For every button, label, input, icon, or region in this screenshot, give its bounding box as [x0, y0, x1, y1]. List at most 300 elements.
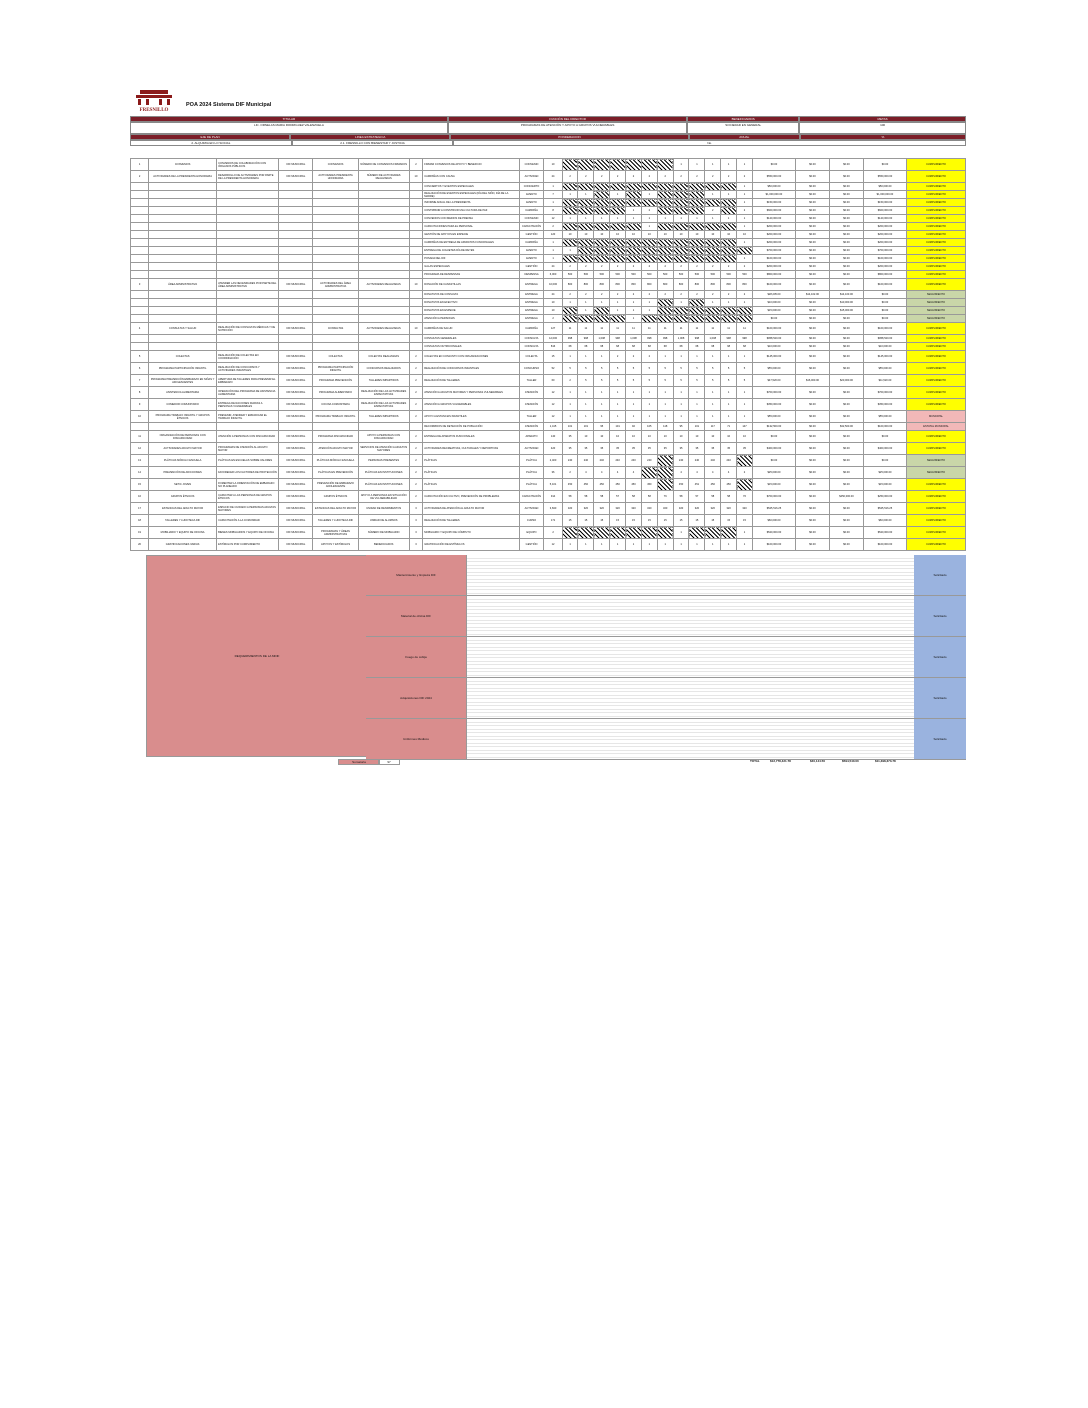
month-goal: 240: [562, 455, 578, 467]
budget-federal: $0.00: [829, 247, 863, 255]
responsible: DIF MUNICIPAL: [279, 171, 313, 183]
status-cell: CUMPLIMIENTO: [906, 207, 965, 215]
month-goal: [673, 199, 689, 207]
budget-estatal: $0.00: [795, 159, 829, 171]
indicator: ACTIVIDADES REALIZADAS: [358, 323, 409, 335]
month-goal: [641, 315, 657, 323]
month-goal: 1: [578, 351, 594, 363]
row-number: 12: [131, 443, 149, 455]
status-cell: CUMPLIMIENTO: [906, 431, 965, 443]
table-row: [131, 455, 966, 467]
month-goal: [578, 159, 594, 171]
month-goal: 320: [657, 503, 673, 515]
activity-name: [313, 335, 358, 343]
month-goal: 11: [721, 323, 737, 335]
row-number: [131, 335, 149, 343]
responsible: [279, 335, 313, 343]
month-goal: 2: [610, 351, 626, 363]
no-label: No.: [453, 140, 966, 146]
annual-goal: 12: [544, 215, 562, 223]
month-goal: 1: [594, 411, 610, 423]
annual-goal: 2,400: [544, 455, 562, 467]
month-goal: 1: [657, 351, 673, 363]
month-goal: [705, 255, 721, 263]
annual-goal: 15: [544, 351, 562, 363]
budget-total: $200,000.00: [752, 239, 795, 247]
month-goal: 11: [594, 323, 610, 335]
purpose: [217, 315, 279, 323]
budget-municipal: $100,000.00: [863, 255, 906, 263]
indicator: [358, 223, 409, 231]
responsible: [279, 215, 313, 223]
month-goal: [721, 199, 737, 207]
responsible: DIF MUNICIPAL: [279, 467, 313, 479]
indicator: UNIDAD DE RENDIMIENTOS: [358, 503, 409, 515]
indicator: [358, 255, 409, 263]
month-goal: 800: [641, 279, 657, 291]
total-label: TOTAL: [750, 759, 760, 763]
budget-federal: $0.00: [829, 387, 863, 399]
annual-goal: 2: [544, 527, 562, 539]
month-goal: 1: [562, 387, 578, 399]
indicator: [358, 299, 409, 307]
month-goal: 4: [578, 467, 594, 479]
activity: PLÁTICAS: [423, 479, 519, 491]
program-name: GRATIFICACIONES VARIAS: [149, 539, 217, 551]
month-goal: 1: [610, 307, 626, 315]
weight: [409, 315, 423, 323]
budget-estatal: $0.00: [795, 411, 829, 423]
month-goal: 2: [610, 291, 626, 299]
month-goal: [626, 527, 642, 539]
header-block: [130, 116, 966, 146]
month-goal: [657, 191, 673, 199]
budget-municipal: $0.00: [863, 291, 906, 299]
month-goal: 240: [673, 455, 689, 467]
month-goal: 500: [705, 271, 721, 279]
month-goal: 2: [657, 263, 673, 271]
budget-federal: $0.00: [829, 539, 863, 551]
month-goal: [578, 315, 594, 323]
annual-goal: 24: [544, 263, 562, 271]
program-name: TALLERES Y LUDOTECA DIF: [149, 515, 217, 527]
month-goal: [578, 239, 594, 247]
row-number: [131, 199, 149, 207]
month-goal: [610, 247, 626, 255]
weight: 2: [409, 411, 423, 423]
program-name: CONSULTAS Y SALUD: [149, 323, 217, 335]
month-goal: 68: [673, 343, 689, 351]
month-goal: 35: [610, 443, 626, 455]
activity: PLÁTICAS: [423, 467, 519, 479]
requirement-group: [366, 678, 966, 719]
annual-goal: 12: [544, 539, 562, 551]
month-goal: [721, 255, 737, 263]
row-number: [131, 183, 149, 191]
requirement-group: [366, 719, 966, 760]
budget-municipal: $0.00: [863, 315, 906, 323]
indicator: NÚMERO DE ACTIVIDADES REALIZADAS: [358, 171, 409, 183]
weight: 2: [409, 455, 423, 467]
unit: TALLER: [519, 375, 544, 387]
activity: REALIZACIÓN DE TALLERES: [423, 515, 519, 527]
responsible: DIF MUNICIPAL: [279, 527, 313, 539]
budget-municipal: $800,000.00: [863, 271, 906, 279]
month-goal: 1: [673, 299, 689, 307]
month-goal: 5: [641, 363, 657, 375]
unit: CAMPAÑA: [519, 323, 544, 335]
activity-name: TALLERES Y LUDOTECA DIF: [313, 515, 358, 527]
month-goal: 35: [594, 443, 610, 455]
purpose: CAPACITACIÓN A LA COMUNIDAD: [217, 515, 279, 527]
month-goal: [641, 239, 657, 247]
month-goal: 15: [737, 515, 753, 527]
budget-estatal: $0.00: [795, 431, 829, 443]
budget-estatal: $0.00: [795, 191, 829, 199]
row-number: [131, 263, 149, 271]
month-goal: 1: [562, 299, 578, 307]
activity-name: COLECTAS: [313, 351, 358, 363]
month-goal: 11: [610, 323, 626, 335]
budget-federal: $0.00: [829, 263, 863, 271]
program-name: [149, 299, 217, 307]
month-goal: [626, 159, 642, 171]
status-cell: CUMPLIMIENTO: [906, 479, 965, 491]
status-cell: CUMPLIMIENTO: [906, 515, 965, 527]
weight: [409, 291, 423, 299]
month-goal: [562, 159, 578, 171]
budget-total: $10,000.00: [752, 343, 795, 351]
month-goal: 1: [737, 411, 753, 423]
month-goal: 1: [705, 399, 721, 411]
month-goal: 2: [578, 171, 594, 183]
month-goal: 320: [673, 503, 689, 515]
activity-name: PROGRAMA PREVENCIÓN: [313, 375, 358, 387]
month-goal: 2: [626, 263, 642, 271]
budget-estatal: $0.00: [795, 399, 829, 411]
purpose: ENTREGA DE RACIONES DIARIAS A PERSONAS VULNERABLES: [217, 399, 279, 411]
month-goal: 450: [673, 479, 689, 491]
budget-federal: $14,103.00: [829, 291, 863, 299]
funcion-label: FUNCIÓN DEL DIRECTOR: [448, 116, 687, 122]
responsible: [279, 223, 313, 231]
month-goal: [578, 183, 594, 191]
month-goal: 240: [641, 455, 657, 467]
titular-value: LIC. ORNELAS MARIA RODRIGUEZ VALENZUELA: [130, 122, 448, 134]
month-goal: 1: [737, 191, 753, 199]
month-goal: 1: [737, 239, 753, 247]
row-number: 1: [131, 159, 149, 171]
month-goal: 4: [594, 467, 610, 479]
purpose: [217, 335, 279, 343]
month-goal: [594, 239, 610, 247]
budget-estatal: $0.00: [795, 263, 829, 271]
status-cell: CUMPLIMIENTO: [906, 399, 965, 411]
month-goal: 5: [594, 363, 610, 375]
month-goal: 15: [673, 515, 689, 527]
month-goal: [705, 247, 721, 255]
weight: [409, 199, 423, 207]
month-goal: 2: [721, 171, 737, 183]
purpose: ESTÍMULOS POR CUMPLIMIENTO: [217, 539, 279, 551]
budget-estatal: $0.00: [795, 491, 829, 503]
month-goal: [610, 199, 626, 207]
sumatoria-label: Sumatoria: [338, 759, 380, 765]
month-goal: 35: [626, 443, 642, 455]
annual-goal: 12: [544, 399, 562, 411]
requirement-status: Solicitado: [914, 637, 966, 677]
annual-goal: 1: [544, 199, 562, 207]
responsible: DIF MUNICIPAL: [279, 443, 313, 455]
month-goal: [657, 455, 673, 467]
month-goal: 320: [610, 503, 626, 515]
month-goal: 1: [705, 539, 721, 551]
program-name: [149, 271, 217, 279]
weight: 2: [409, 351, 423, 363]
budget-total: $525,516.25: [752, 503, 795, 515]
month-goal: 1: [578, 307, 594, 315]
activity-name: PROGRAMA ALIMENTARIO: [313, 387, 358, 399]
budget-estatal: $0.00: [795, 503, 829, 515]
month-goal: 500: [673, 271, 689, 279]
month-goal: 10: [721, 431, 737, 443]
budget-total: $100,000.00: [752, 255, 795, 263]
month-goal: 1,008: [594, 335, 610, 343]
responsible: DIF MUNICIPAL: [279, 431, 313, 443]
month-goal: 320: [578, 503, 594, 515]
month-goal: 500: [641, 271, 657, 279]
activity-name: PROGRAMA PARTICIPACIÓN INFANTIL: [313, 363, 358, 375]
budget-total: $800,000.00: [752, 271, 795, 279]
program-name: [149, 255, 217, 263]
budget-federal: $0.00: [829, 431, 863, 443]
row-number: 13: [131, 455, 149, 467]
responsible: [279, 255, 313, 263]
month-goal: [721, 183, 737, 191]
month-goal: [610, 223, 626, 231]
budget-federal: $0.00: [829, 411, 863, 423]
budget-municipal: $150,000.00: [863, 199, 906, 207]
budget-municipal: $60,000.00: [863, 515, 906, 527]
month-goal: 2: [689, 171, 705, 183]
month-goal: 2: [705, 291, 721, 299]
annual-goal: 1,415: [544, 423, 562, 431]
unit: PLÁTICA: [519, 467, 544, 479]
activity-name: [313, 271, 358, 279]
month-goal: [689, 255, 705, 263]
budget-federal: $0.00: [829, 279, 863, 291]
activity-name: ACTIVIDADES PRESIDENTA HONORARIA: [313, 171, 358, 183]
status-cell: CUMPLIMIENTO: [906, 199, 965, 207]
month-goal: [594, 159, 610, 171]
requirement-group-label: Material de oficina DIF: [366, 596, 467, 636]
month-goal: 68: [594, 343, 610, 351]
month-goal: [578, 255, 594, 263]
budget-municipal: $958,520.00: [863, 335, 906, 343]
budget-municipal: $600,000.00: [863, 207, 906, 215]
month-goal: 1: [562, 539, 578, 551]
status-cell: CUMPLIMIENTO: [906, 503, 965, 515]
indicator: CONCURSOS REALIZADOS: [358, 363, 409, 375]
month-goal: 1: [641, 223, 657, 231]
budget-total: $958,520.00: [752, 335, 795, 343]
budget-estatal: $0.00: [795, 231, 829, 239]
purpose: [217, 231, 279, 239]
activity: RECORRIDOS DE DETECCIÓN DE POBLACIÓN: [423, 423, 519, 431]
month-goal: 5: [721, 375, 737, 387]
activity: ENTREGA DE JUGUETES DÍA DE REYES: [423, 247, 519, 255]
purpose: FOMENTAR LA ORIENTACIÓN DE EMBARAZO NO PLANEADO: [217, 479, 279, 491]
month-goal: 68: [626, 343, 642, 351]
month-goal: 10: [641, 431, 657, 443]
purpose: REALIZACIÓN DE CONSULTAS MÉDICAS Y DE NUTRICIÓN: [217, 323, 279, 335]
activity-name: [313, 299, 358, 307]
row-number: 18: [131, 515, 149, 527]
month-goal: 1: [737, 399, 753, 411]
requirement-group-label: Uniformes Médicos: [366, 719, 467, 759]
month-goal: 2: [594, 171, 610, 183]
month-goal: 10: [578, 231, 594, 239]
table-row: [131, 159, 966, 171]
program-name: [149, 343, 217, 351]
activity-name: [313, 223, 358, 231]
month-goal: 998: [737, 335, 753, 343]
row-number: [131, 223, 149, 231]
annual-goal: 2: [544, 223, 562, 231]
indicator: SERVICIOS DE ATENCIÓN A ADULTOS MAYORES: [358, 443, 409, 455]
annual-goal: 1: [544, 239, 562, 247]
month-goal: 1: [657, 411, 673, 423]
month-goal: 11: [705, 323, 721, 335]
month-goal: 10: [657, 431, 673, 443]
month-goal: 58: [705, 491, 721, 503]
weight: 3: [409, 503, 423, 515]
month-goal: 1: [610, 399, 626, 411]
responsible: [279, 291, 313, 299]
month-goal: 1: [705, 191, 721, 199]
indicator: APOYO A PERSONAS EN SITUACIÓN DE VULNERABILIDAD: [358, 491, 409, 503]
weight: [409, 239, 423, 247]
month-goal: 1: [737, 527, 753, 539]
annual-goal: 52: [544, 363, 562, 375]
budget-estatal: $14,102.00: [795, 291, 829, 299]
month-goal: 1: [705, 411, 721, 423]
weight: [409, 183, 423, 191]
status-cell: CUMPLIMIENTO: [906, 263, 965, 271]
month-goal: 10: [673, 431, 689, 443]
table-row: [131, 335, 966, 343]
responsible: [279, 423, 313, 431]
month-goal: 2: [641, 291, 657, 299]
status-cell: MUNICIPAL: [906, 411, 965, 423]
program-name: [149, 183, 217, 191]
budget-estatal: $0.00: [795, 527, 829, 539]
month-goal: 320: [737, 503, 753, 515]
budget-municipal: $100,000.00: [863, 323, 906, 335]
unit: ENTREGA: [519, 299, 544, 307]
annual-goal: 1: [544, 247, 562, 255]
month-goal: 10: [721, 231, 737, 239]
activity-name: PLÁTICAS EN PREVENCIÓN: [313, 467, 358, 479]
budget-municipal: $250,000.00: [863, 491, 906, 503]
month-goal: [610, 207, 626, 215]
month-goal: [594, 199, 610, 207]
month-goal: 1: [594, 299, 610, 307]
weight: [409, 247, 423, 255]
budget-municipal: $10,000.00: [863, 343, 906, 351]
month-goal: 58: [594, 491, 610, 503]
unit: ENTREGA: [519, 279, 544, 291]
month-goal: 800: [610, 279, 626, 291]
purpose: PROGRAMAS DE ATENCIÓN AL ADULTO MAYOR: [217, 443, 279, 455]
month-goal: [673, 183, 689, 191]
month-goal: 2: [641, 263, 657, 271]
weight: 10: [409, 171, 423, 183]
unit: EVENTO: [519, 255, 544, 263]
indicator: [358, 183, 409, 191]
month-goal: [657, 527, 673, 539]
table-row: [131, 363, 966, 375]
month-goal: 2: [594, 263, 610, 271]
month-goal: [657, 159, 673, 171]
month-goal: 500: [737, 271, 753, 279]
month-goal: 5: [610, 363, 626, 375]
month-goal: 2: [689, 263, 705, 271]
budget-federal: $0.00: [829, 255, 863, 263]
requirements-block: [146, 555, 368, 757]
budget-total: $100,000.00: [752, 323, 795, 335]
budget-federal: $0.00: [829, 323, 863, 335]
month-goal: [705, 527, 721, 539]
budget-estatal: $0.00: [795, 323, 829, 335]
weight: [409, 307, 423, 315]
month-goal: 800: [578, 279, 594, 291]
month-goal: 450: [578, 479, 594, 491]
budget-estatal: $0.00: [795, 255, 829, 263]
purpose: [217, 183, 279, 191]
budget-total: $55,000.00: [752, 363, 795, 375]
budget-estatal: $0.00: [795, 539, 829, 551]
month-goal: 10: [594, 431, 610, 443]
unit: COLECTA: [519, 351, 544, 363]
activity-name: [313, 315, 358, 323]
annual-goal: 24: [544, 171, 562, 183]
budget-estatal: $0.00: [795, 467, 829, 479]
month-goal: 35: [721, 443, 737, 455]
month-goal: 1: [705, 299, 721, 307]
month-goal: 1: [610, 539, 626, 551]
month-goal: 800: [626, 279, 642, 291]
month-goal: [673, 191, 689, 199]
month-goal: [562, 307, 578, 315]
month-goal: [705, 239, 721, 247]
month-goal: 11: [737, 323, 753, 335]
month-goal: 76: [657, 491, 673, 503]
table-row: [131, 299, 966, 307]
responsible: DIF MUNICIPAL: [279, 491, 313, 503]
month-goal: 117: [705, 423, 721, 431]
unit: CONSULTA: [519, 343, 544, 351]
program-name: PROGRAMA PARTICIPACIÓN INFANTIL: [149, 363, 217, 375]
budget-estatal: $0.00: [795, 515, 829, 527]
unit: DESPENSA: [519, 271, 544, 279]
month-goal: 1: [610, 191, 626, 199]
responsible: [279, 183, 313, 191]
table-row: [131, 491, 966, 503]
unit: CAMPAÑA: [519, 239, 544, 247]
budget-total: $600,000.00: [752, 207, 795, 215]
month-goal: 5: [657, 363, 673, 375]
